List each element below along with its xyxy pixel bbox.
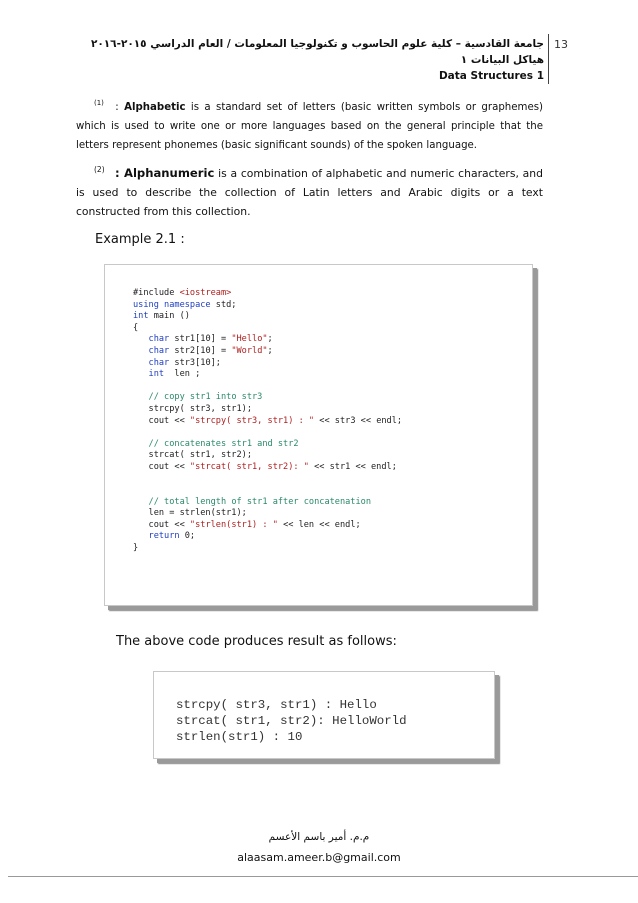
code-token: str1[10] = [169, 334, 232, 345]
code-token: int [148, 369, 165, 380]
code-token: cout << [133, 519, 190, 530]
code-token: str2[10] = [169, 345, 232, 356]
code-token: str3[10]; [169, 357, 221, 368]
code-token [133, 346, 149, 356]
footnote-marker: (2) [94, 165, 105, 174]
code-line [133, 288, 231, 298]
footnote-marker: (1) [94, 99, 104, 107]
code-token: int [133, 311, 149, 322]
code-line [133, 520, 361, 530]
footnote-term: Alphabetic [124, 102, 186, 113]
code-line [133, 334, 273, 344]
code-line [133, 416, 402, 426]
code-token: "strcat( str1, str2): " [189, 461, 309, 472]
footer-email: alaasam.ameer.b@gmail.com [237, 851, 401, 864]
code-token [133, 392, 149, 402]
page-number: 13 [554, 38, 568, 51]
code-box [104, 264, 533, 606]
code-token [133, 334, 149, 344]
code-token: char [148, 345, 170, 356]
code-token [133, 369, 149, 379]
code-line [133, 404, 252, 414]
code-token: main () [148, 311, 190, 322]
code-line [133, 462, 397, 472]
example-title: Example 2.1 : [95, 232, 185, 247]
output-line: strcat( str1, str2): HelloWorld [176, 714, 407, 728]
code-line [133, 497, 371, 507]
code-token: "Hello" [231, 334, 268, 345]
code-line [133, 358, 221, 368]
header-divider [548, 34, 549, 84]
footnote-text: is a standard set of letters (basic written symbols or graphemes) which is used to write one or more languages based on the general principle that the letters represent phonemes (basic significant sounds) of the spoken language. [76, 102, 543, 151]
code-token: std; [210, 299, 237, 310]
code-token [133, 439, 149, 449]
code-token: strcat( str1, str2); [133, 450, 252, 461]
code-token: return [148, 531, 180, 542]
code-token: "World" [231, 345, 268, 356]
output-line: strcpy( str3, str1) : Hello [176, 698, 377, 712]
footnote-alphabetic [76, 94, 543, 155]
result-title: The above code produces result as follows: [116, 634, 397, 649]
code-line [133, 439, 299, 449]
footnote-term: Alphanumeric [123, 166, 215, 180]
code-line [133, 543, 138, 553]
code-token [133, 531, 149, 541]
code-line [133, 311, 190, 321]
output-box [153, 671, 495, 759]
code-token: << str1 << endl; [308, 461, 397, 472]
code-token: ; [267, 334, 273, 345]
code-listing [133, 288, 402, 555]
code-line [133, 508, 247, 518]
program-output [176, 697, 407, 745]
code-line [133, 346, 273, 356]
header-course-english: Data Structures 1 [438, 70, 544, 82]
output-line: strlen(str1) : 10 [176, 730, 303, 744]
code-token: cout << [133, 415, 190, 426]
code-token: len = strlen(str1); [133, 508, 247, 519]
footnote-alphanumeric [76, 160, 543, 221]
header-course-arabic: هياكل البيانات ١ [460, 54, 544, 66]
code-line [133, 300, 236, 310]
header-university-line: جامعة القادسية – كلية علوم الحاسوب و تكنولوجيا المعلومات / العام الدراسي ٢٠١٥-٢٠١٦ [90, 38, 544, 50]
footnote-text: is a combination of alphabetic and numeric characters, and is used to describe the collection of Latin letters and Arabic digits or a text constructed from this collection. [76, 167, 543, 218]
code-token: <iostream> [179, 288, 232, 298]
code-token: char [148, 334, 170, 345]
code-token: // total length of str1 after concatenation [148, 496, 372, 507]
footer-author: م.م. أمير باسم الأعسم [268, 831, 370, 843]
code-token: "strlen(str1) : " [189, 519, 278, 530]
code-token [133, 358, 149, 368]
code-token: << str3 << endl; [314, 415, 403, 426]
code-token: } [133, 543, 139, 554]
footnote-separator: : [109, 102, 125, 113]
code-token: using namespace [133, 299, 211, 310]
code-token [133, 497, 149, 507]
code-token: << len << endl; [277, 519, 361, 530]
code-line [133, 323, 138, 333]
code-line [133, 369, 200, 379]
code-token: ; [267, 345, 273, 356]
code-line [133, 450, 252, 460]
footnote-separator: : [110, 166, 124, 180]
code-token: { [133, 322, 139, 333]
code-token: 0; [179, 531, 196, 542]
code-token: char [148, 357, 170, 368]
code-token: len ; [164, 369, 201, 380]
footer-divider [8, 876, 638, 877]
code-token: strcpy( str3, str1); [133, 403, 252, 414]
code-token: // copy str1 into str3 [148, 392, 263, 403]
code-line [133, 531, 195, 541]
code-token: cout << [133, 461, 190, 472]
code-token: // concatenates str1 and str2 [148, 438, 299, 449]
code-token: #include [133, 288, 180, 298]
code-token: "strcpy( str3, str1) : " [189, 415, 315, 426]
code-line [133, 392, 262, 402]
